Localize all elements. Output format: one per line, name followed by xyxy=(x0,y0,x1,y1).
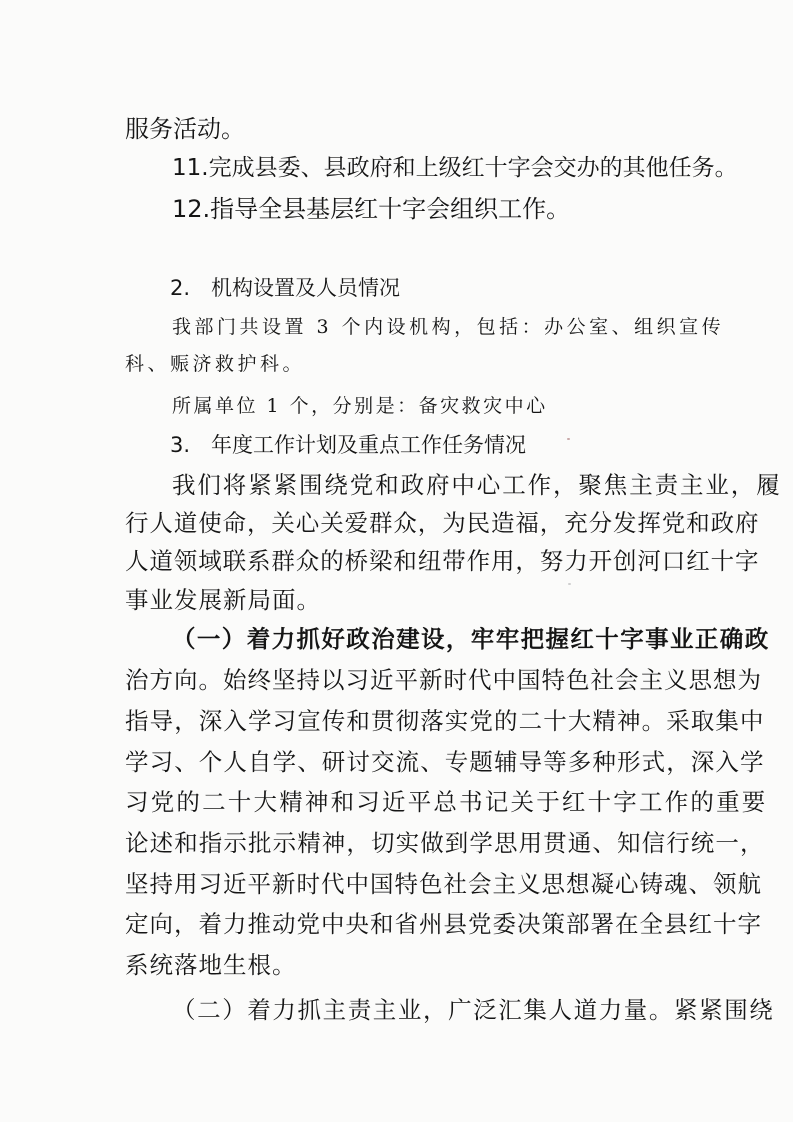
text-line: 定向，着力推动党中央和省州县党委决策部署在全县红十字 xyxy=(125,910,762,938)
text-line: 事业发展新局面。 xyxy=(125,586,321,614)
text-line: 坚持用习近平新时代中国特色社会主义思想凝心铸魂、领航 xyxy=(125,870,762,898)
text-line: 我们将紧紧围绕党和政府中心工作，聚焦主责主业，履 xyxy=(172,471,782,499)
text-line: 12.指导全县基层红十字会组织工作。 xyxy=(172,195,571,223)
text-line: 我部门共设置 3 个内设机构，包括：办公室、组织宣传 xyxy=(172,316,725,338)
text-line: 指导，深入学习宣传和贯彻落实党的二十大精神。采取集中 xyxy=(125,707,765,735)
text-line: 服务活动。 xyxy=(125,115,245,143)
text-line: 科、赈济救护科。 xyxy=(125,353,306,375)
text-line: 治方向。始终坚持以习近平新时代中国特色社会主义思想为 xyxy=(125,666,762,694)
text-line: 学习、个人自学、研讨交流、专题辅导等多种形式，深入学 xyxy=(125,748,765,776)
text-line: 人道领域联系群众的桥梁和纽带作用，努力开创河口红十字 xyxy=(125,547,760,575)
section-heading: 2. 机构设置及人员情况 xyxy=(170,276,401,300)
text-line: （二）着力抓主责主业，广泛汇集人道力量。紧紧围绕 xyxy=(172,996,775,1024)
text-line: 习党的二十大精神和习近平总书记关于红十字工作的重要 xyxy=(125,788,768,816)
text-line: 系统落地生根。 xyxy=(125,951,297,979)
text-line: 11.完成县委、县政府和上级红十字会交办的其他任务。 xyxy=(172,155,738,181)
section-heading: 3. 年度工作计划及重点工作任务情况 xyxy=(170,433,527,457)
subsection-heading: （一）着力抓好政治建设，牢牢把握红十字事业正确政 xyxy=(172,625,770,653)
text-line: 所属单位 1 个，分别是：备灾救灾中心 xyxy=(172,395,548,417)
text-line: 论述和指示批示精神，切实做到学思用贯通、知信行统一， xyxy=(125,829,765,857)
text-line: 行人道使命，关心关爱群众，为民造福，充分发挥党和政府 xyxy=(125,509,760,537)
scan-speck xyxy=(567,438,570,440)
scan-speck xyxy=(568,583,571,585)
